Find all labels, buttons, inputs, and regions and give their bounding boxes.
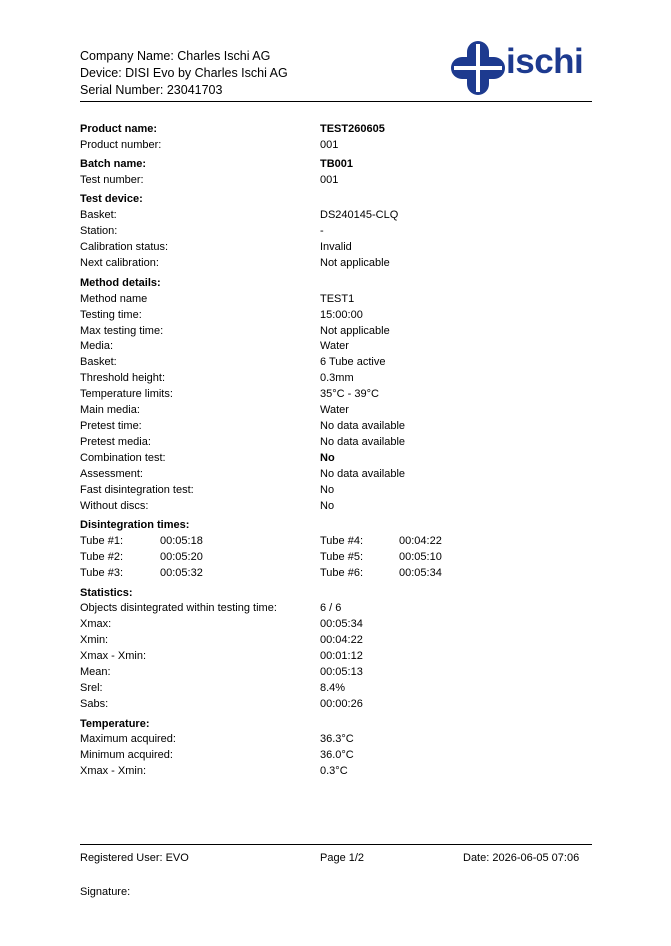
statistics-row — [80, 648, 592, 664]
statistics-label: Srel: — [80, 682, 103, 694]
signature-label: Signature: — [80, 886, 131, 898]
statistics-value: 00:05:13 — [320, 666, 363, 678]
method-label: Max testing time: — [80, 325, 164, 337]
product-name-row — [80, 121, 592, 137]
method-row — [80, 370, 592, 386]
method-value: No data available — [320, 420, 406, 432]
document-header — [80, 48, 288, 99]
method-row — [80, 482, 592, 498]
tube-time: 00:04:22 — [399, 535, 442, 547]
tube-time: 00:05:18 — [160, 535, 203, 547]
statistics-label: Xmax - Xmin: — [80, 650, 147, 662]
cross-logo-icon — [450, 40, 506, 96]
test-device-heading-row — [80, 191, 592, 207]
statistics-label: Mean: — [80, 666, 111, 678]
disintegration-heading-row — [80, 517, 592, 533]
product-number-label: Product number: — [80, 139, 162, 151]
temperature-row — [80, 747, 592, 763]
footer-divider — [80, 844, 592, 845]
temperature-row — [80, 763, 592, 779]
statistics-value: 00:05:34 — [320, 618, 363, 630]
statistics-label: Xmax: — [80, 618, 112, 630]
basket-value: DS240145-CLQ — [320, 209, 399, 221]
statistics-value: 00:04:22 — [320, 634, 363, 646]
header-divider — [80, 101, 592, 102]
method-label: Pretest media: — [80, 436, 151, 448]
batch-name-value: TB001 — [320, 158, 354, 170]
statistics-value: 00:01:12 — [320, 650, 363, 662]
temperature-heading-row — [80, 716, 592, 732]
method-value: 35°C - 39°C — [320, 388, 379, 400]
statistics-value: 00:00:26 — [320, 698, 363, 710]
tube-label: Tube #1: — [80, 535, 124, 547]
temperature-value: 36.3°C — [320, 733, 354, 745]
tube-time: 00:05:34 — [399, 567, 442, 579]
temperature-value: 0.3°C — [320, 765, 348, 777]
test-device-heading: Test device: — [80, 193, 143, 205]
tube-time: 00:05:10 — [399, 551, 442, 563]
statistics-label: Objects disintegrated within testing time: — [80, 602, 277, 614]
statistics-heading-row — [80, 585, 592, 601]
method-label: Basket: — [80, 356, 117, 368]
tube-label: Tube #2: — [80, 551, 124, 563]
test-number-row — [80, 172, 592, 188]
method-value: Not applicable — [320, 325, 390, 337]
station-value: - — [320, 225, 324, 237]
statistics-row — [80, 600, 592, 616]
statistics-label: Xmin: — [80, 634, 109, 646]
tube-label: Tube #5: — [320, 551, 364, 563]
method-row — [80, 402, 592, 418]
method-row — [80, 498, 592, 514]
company-name: Company Name: Charles Ischi AG — [80, 49, 271, 63]
method-value: No data available — [320, 436, 406, 448]
method-label: Method name — [80, 293, 148, 305]
temperature-value: 36.0°C — [320, 749, 354, 761]
statistics-label: Sabs: — [80, 698, 109, 710]
report-date: Date: 2026-06-05 07:06 — [463, 852, 580, 864]
method-value: No data available — [320, 468, 406, 480]
statistics-value: 6 / 6 — [320, 602, 342, 614]
method-label: Testing time: — [80, 309, 142, 321]
ischi-logo — [450, 40, 590, 96]
tube-label: Tube #3: — [80, 567, 124, 579]
basket-label: Basket: — [80, 209, 117, 221]
registered-user: Registered User: EVO — [80, 852, 189, 864]
method-value: 15:00:00 — [320, 309, 363, 321]
method-label: Combination test: — [80, 452, 166, 464]
method-row — [80, 323, 592, 339]
method-row — [80, 466, 592, 482]
statistics-row — [80, 632, 592, 648]
temperature-label: Xmax - Xmin: — [80, 765, 147, 777]
station-label: Station: — [80, 225, 118, 237]
method-value: Water — [320, 404, 349, 416]
basket-row — [80, 207, 592, 223]
calibration-status-label: Calibration status: — [80, 241, 169, 253]
method-row — [80, 354, 592, 370]
method-value: No — [320, 452, 335, 464]
method-row — [80, 434, 592, 450]
statistics-row — [80, 680, 592, 696]
statistics-value: 8.4% — [320, 682, 346, 694]
statistics-row — [80, 664, 592, 680]
method-label: Media: — [80, 340, 114, 352]
statistics-row — [80, 696, 592, 712]
product-number-row — [80, 137, 592, 153]
method-heading-row — [80, 275, 592, 291]
method-value: Water — [320, 340, 349, 352]
method-label: Fast disintegration test: — [80, 484, 194, 496]
calibration-status-row — [80, 239, 592, 255]
temperature-label: Minimum acquired: — [80, 749, 173, 761]
tube-time: 00:05:32 — [160, 567, 203, 579]
station-row — [80, 223, 592, 239]
logo-text: ischi — [506, 42, 584, 81]
temperature-label: Maximum acquired: — [80, 733, 176, 745]
calibration-status-value: Invalid — [320, 241, 352, 253]
method-row — [80, 307, 592, 323]
device-name: Device: DISI Evo by Charles Ischi AG — [80, 66, 288, 80]
batch-name-label: Batch name: — [80, 158, 147, 170]
temperature-heading: Temperature: — [80, 718, 150, 730]
method-label: Temperature limits: — [80, 388, 173, 400]
method-value: 6 Tube active — [320, 356, 386, 368]
method-row — [80, 418, 592, 434]
next-calibration-row — [80, 255, 592, 271]
product-number-value: 001 — [320, 139, 339, 151]
method-row — [80, 386, 592, 402]
method-row — [80, 291, 592, 307]
method-label: Main media: — [80, 404, 140, 416]
next-calibration-value: Not applicable — [320, 257, 390, 269]
statistics-heading: Statistics: — [80, 587, 133, 599]
product-name-label: Product name: — [80, 123, 158, 135]
tube-label: Tube #6: — [320, 567, 364, 579]
serial-number: Serial Number: 23041703 — [80, 83, 223, 97]
tube-time: 00:05:20 — [160, 551, 203, 563]
method-value: TEST1 — [320, 293, 355, 305]
method-label: Pretest time: — [80, 420, 142, 432]
method-heading: Method details: — [80, 277, 161, 289]
method-row — [80, 450, 592, 466]
method-label: Threshold height: — [80, 372, 165, 384]
method-row — [80, 338, 592, 354]
temperature-row — [80, 731, 592, 747]
test-number-value: 001 — [320, 174, 339, 186]
statistics-row — [80, 616, 592, 632]
tube-label: Tube #4: — [320, 535, 364, 547]
method-value: 0.3mm — [320, 372, 354, 384]
method-value: No — [320, 500, 335, 512]
disintegration-heading: Disintegration times: — [80, 519, 190, 531]
test-number-label: Test number: — [80, 174, 144, 186]
next-calibration-label: Next calibration: — [80, 257, 159, 269]
method-label: Without discs: — [80, 500, 149, 512]
batch-name-row — [80, 156, 592, 172]
method-label: Assessment: — [80, 468, 143, 480]
page-number: Page 1/2 — [320, 852, 365, 864]
method-value: No — [320, 484, 335, 496]
product-name-value: TEST260605 — [320, 123, 385, 135]
